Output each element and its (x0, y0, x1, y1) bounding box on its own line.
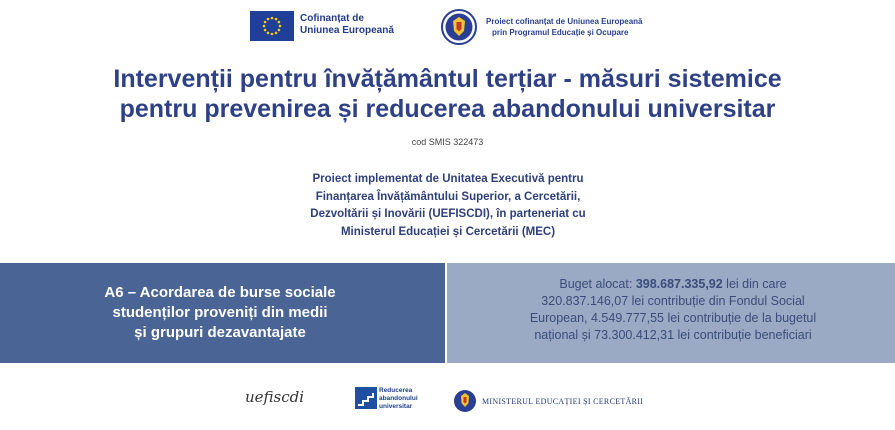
title-line1: Intervenții pentru învățământul terțiar - măsuri sistemice (113, 65, 782, 93)
budget-line1-rest: lei din care (722, 277, 787, 291)
implementation-note (248, 171, 648, 241)
activity-line1: A6 – Acordarea de burse sociale (104, 284, 336, 301)
rau-line1: Reducerea (379, 387, 413, 394)
budget-line4: național și 73.300.412,31 lei contribuție beneficiari (534, 328, 812, 342)
budget-line1 (478, 276, 868, 293)
eu-line1: Cofinanțat de (300, 13, 364, 24)
activity-line2: studenților proveniți din medii (112, 304, 328, 321)
smis-code: cod SMIS 322473 (411, 137, 484, 147)
romania-coat-of-arms-icon (441, 9, 477, 45)
activity-title (40, 283, 400, 343)
page-title (0, 64, 895, 124)
rau-line2: abandonului (379, 395, 418, 402)
uefiscdi-logo: uefiscdi (245, 388, 305, 406)
eu-flag-icon (250, 11, 294, 41)
rau-logo-label (379, 387, 418, 411)
eu-cofinancing-label (300, 13, 394, 37)
rau-logo-icon (355, 387, 377, 409)
budget-line3: European, 4.549.777,55 lei contribuție de la bugetul (529, 311, 817, 325)
budget-amount: 398.687.335,92 (635, 277, 723, 291)
gov-line2: prin Programul Educație și Ocupare (492, 28, 629, 37)
budget-line2: 320.837.146,07 lei contribuție din Fondul Social (541, 294, 805, 308)
activity-line3: și grupuri dezavantajate (134, 324, 306, 341)
rau-line3: universitar (379, 403, 413, 410)
mec-label: MINISTERUL EDUCAȚIEI ȘI CERCETĂRII (482, 397, 644, 406)
impl-line2: Finanțarea Învățământului Superior, a Cercetării, (315, 190, 581, 203)
budget-label: Buget alocat: (559, 277, 636, 291)
impl-line1: Proiect implementat de Unitatea Executivă pentru (312, 173, 584, 185)
mec-coat-of-arms-icon (453, 388, 477, 414)
title-line2: pentru prevenirea și reducerea abandonului universitar (119, 95, 776, 123)
impl-line3: Dezvoltării și Inovării (UEFISCDI), în parteneriat cu (310, 208, 586, 220)
gov-line1: Proiect cofinanțat de Uniunea Europeană (486, 17, 643, 26)
impl-line4: Ministerul Educației și Cercetării (MEC) (340, 225, 556, 238)
eu-line2: Uniunea Europeană (300, 25, 394, 36)
gov-project-label (486, 16, 642, 38)
budget-text (478, 276, 868, 344)
